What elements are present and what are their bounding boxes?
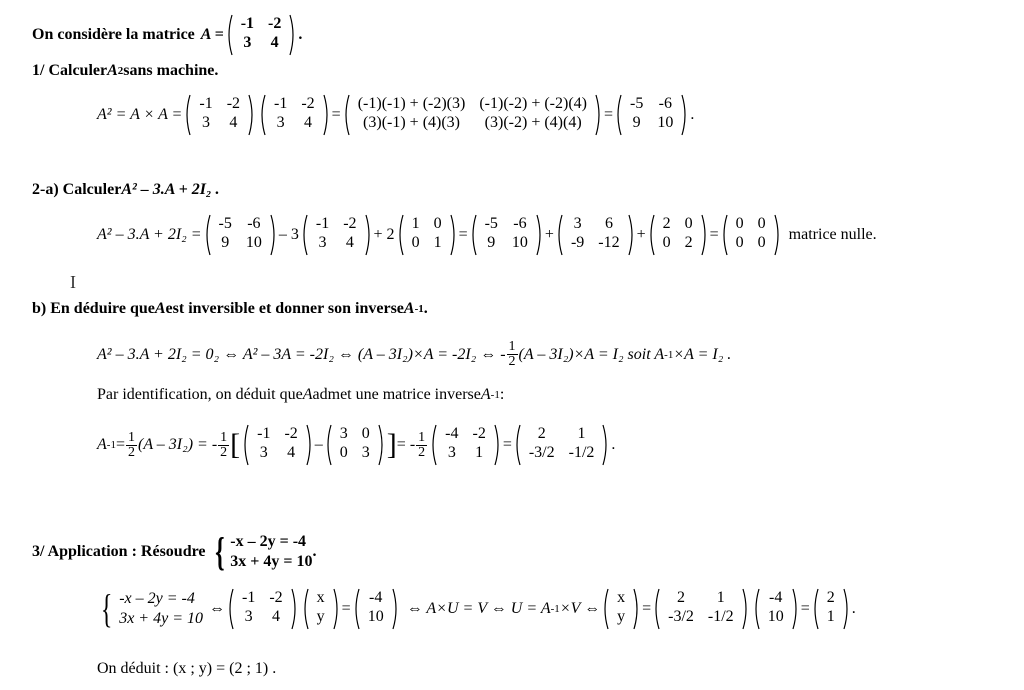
right-paren — [774, 214, 781, 256]
matrix-cell: 0 — [339, 443, 348, 461]
matrix-grid — [211, 214, 270, 256]
matrix-cell: -5 — [630, 94, 644, 112]
system-eq-1: -x – 2y = -4 — [230, 533, 307, 550]
numerator: 1 — [418, 429, 426, 445]
statement-text: On considère la matrice — [32, 26, 195, 43]
right-paren — [681, 94, 688, 136]
matrix-cell: 4 — [287, 443, 296, 461]
matrix-cell: -2 — [284, 424, 298, 442]
q2b-inverse-symbol: A — [403, 300, 415, 317]
conclusion-text: On déduit : (x ; y) = (2 ; 1) . — [97, 660, 277, 677]
matrix-cell: 9 — [632, 113, 641, 131]
matrix-cell: 3 — [243, 33, 252, 51]
matrix-cell: 0 — [662, 233, 671, 251]
q2b-eq1-text-b: (A – 3I₂)×A = I₂ soit A — [518, 345, 665, 363]
left-paren — [353, 588, 360, 630]
period: . — [611, 436, 616, 453]
q1-title-text: 1/ Calculer — [32, 62, 108, 79]
right-paren — [289, 14, 296, 56]
matrix-cell: 0 — [433, 214, 442, 232]
matrix-grid — [563, 214, 628, 256]
matrix-cell: 4 — [229, 113, 238, 131]
right-paren — [701, 214, 708, 256]
left-paren — [470, 214, 477, 256]
left-paren — [648, 214, 655, 256]
equals-sign: = — [458, 226, 468, 243]
matrix-grid — [622, 94, 681, 136]
ident-text-b: admet une matrice inverse — [312, 386, 481, 403]
q1-square: 2 — [117, 65, 124, 77]
system-eq-2: 3x + 4y = 10 — [230, 553, 313, 570]
matrix-cell: 0 — [757, 233, 766, 251]
matrix-cell: 3 — [276, 113, 285, 131]
matrix-cell: 9 — [221, 233, 230, 251]
right-paren — [792, 588, 799, 630]
question-1-title — [32, 62, 218, 80]
equals-sign: = — [603, 106, 614, 123]
numerator: 1 — [508, 339, 516, 354]
q1-title-end: sans machine. — [123, 62, 219, 79]
left-paren — [227, 588, 234, 630]
matrix-cell: 2 — [677, 588, 686, 606]
minus-sign: – — [314, 436, 323, 453]
q3-solution-matrix — [812, 588, 850, 630]
left-paren — [325, 424, 332, 466]
matrix-cell: 3 — [361, 443, 370, 461]
q2b-equation-1 — [97, 340, 731, 369]
q2a-title-text: 2-a) Calculer — [32, 181, 122, 198]
right-paren — [365, 214, 372, 256]
matrix-cell: 3 — [318, 233, 327, 251]
equals-sign: = — [709, 226, 719, 243]
q3-inverse-matrix — [653, 588, 749, 630]
denominator: 2 — [508, 354, 516, 369]
matrix-grid — [360, 588, 392, 630]
q2b-title-a: b) En déduire que — [32, 300, 155, 317]
matrix-grid — [308, 214, 365, 256]
left-paren — [430, 424, 437, 466]
matrix-cell: -2 — [268, 14, 282, 32]
q2a-tail-text: matrice nulle. — [788, 226, 877, 243]
right-paren — [633, 588, 640, 630]
matrix-cell: 2 — [826, 588, 835, 606]
matrix-cell: 4 — [345, 233, 354, 251]
q1-matrix-a1 — [184, 94, 255, 136]
period: . — [298, 26, 303, 43]
fraction-half — [218, 431, 229, 460]
right-paren — [843, 588, 850, 630]
left-paren — [753, 588, 760, 630]
matrix-cell: -2 — [226, 94, 241, 112]
matrix-cell: -2 — [343, 214, 357, 232]
matrix-a-label: A = — [200, 26, 224, 43]
denominator: 2 — [418, 444, 426, 460]
matrix-cell: -2 — [301, 94, 315, 112]
q1-result-matrix — [615, 94, 688, 136]
equals-minus: = - — [396, 436, 416, 453]
superscript: -1 — [106, 439, 116, 451]
matrix-cell: -1/2 — [568, 443, 595, 461]
matrix-cell: 1 — [433, 233, 442, 251]
matrix-grid — [655, 214, 701, 256]
q3-title-text: 3/ Application : Résoudre — [32, 543, 206, 560]
matrix-cell: (-1)(-2) + (-2)(4) — [479, 94, 587, 112]
matrix-cell: 4 — [270, 33, 279, 51]
q3-system — [230, 532, 312, 572]
equivalence-sign: ⇔ — [209, 600, 225, 617]
left-paren — [184, 94, 191, 136]
q2b-matrix-2 — [325, 424, 385, 466]
matrix-grid — [660, 588, 742, 630]
q3-matrix-x — [302, 588, 340, 630]
q2b-inverse-equation — [97, 424, 615, 466]
q2a-matrix-1 — [204, 214, 277, 256]
matrix-cell: -2 — [472, 424, 486, 442]
matrix-grid — [728, 214, 774, 256]
matrix-cell: (3)(-2) + (4)(4) — [484, 113, 582, 131]
matrix-cell: -6 — [513, 214, 527, 232]
q2b-title-b: est inversible et donner son inverse — [165, 300, 404, 317]
matrix-cell: 1 — [716, 588, 725, 606]
left-paren — [812, 588, 819, 630]
matrix-grid — [477, 214, 536, 256]
period: . — [312, 543, 317, 560]
q3-matrix-a — [227, 588, 298, 630]
matrix-cell: 10 — [245, 233, 262, 251]
q2b-inverse-matrix — [514, 424, 610, 466]
system-eq-1: -x – 2y = -4 — [119, 590, 195, 607]
matrix-cell: 10 — [767, 607, 784, 625]
matrix-cell: 0 — [757, 214, 766, 232]
matrix-cell: -5 — [218, 214, 232, 232]
plus-sign: + — [636, 226, 646, 243]
q3-matrix-v — [353, 588, 399, 630]
q2b-eq1-text-a: A² – 3.A + 2I₂ = 0₂ ⇔ A² – 3A = -2I₂ ⇔ (A – 3I₂)×A = -2I₂ ⇔ - — [97, 345, 506, 363]
matrix-grid — [521, 424, 603, 466]
matrix-cell: -5 — [484, 214, 498, 232]
denominator: 2 — [220, 444, 228, 460]
left-paren — [556, 214, 563, 256]
right-paren — [450, 214, 457, 256]
matrix-cell: 10 — [657, 113, 674, 131]
matrix-cell: -2 — [269, 588, 283, 606]
left-paren — [204, 214, 211, 256]
matrix-cell: -1 — [242, 588, 256, 606]
q2b-identification — [97, 386, 504, 404]
matrix-cell: 10 — [511, 233, 528, 251]
period: . — [690, 106, 695, 123]
q2a-equation — [97, 214, 877, 256]
matrix-cell: -4 — [769, 588, 783, 606]
q3-system-2 — [119, 589, 203, 629]
matrix-cell: 0 — [411, 233, 420, 251]
fraction-half — [507, 340, 518, 369]
matrix-cell: 1 — [475, 443, 484, 461]
fraction-half — [126, 431, 137, 460]
q2a-matrix-2 — [301, 214, 372, 256]
matrix-cell: y — [617, 607, 626, 625]
matrix-cell: 10 — [367, 607, 384, 625]
matrix-grid — [234, 588, 291, 630]
right-paren — [628, 214, 635, 256]
left-paren — [259, 94, 266, 136]
matrix-cell: 3 — [244, 607, 253, 625]
matrix-cell: 0 — [361, 424, 370, 442]
matrix-grid — [266, 94, 323, 136]
q3-equation — [97, 588, 856, 630]
question-2b-title — [32, 300, 428, 318]
matrix-grid — [233, 14, 290, 56]
q2a-lhs: A² – 3.A + 2I₂ = — [97, 226, 202, 243]
q3-matrix-v2 — [753, 588, 799, 630]
superscript: -1 — [664, 348, 674, 361]
matrix-cell: (3)(-1) + (4)(3) — [363, 113, 461, 131]
matrix-cell: 2 — [684, 233, 693, 251]
matrix-grid — [819, 588, 843, 630]
q1-lhs: A² = A × A = — [97, 106, 183, 123]
q1-expanded-matrix — [343, 94, 602, 136]
q1-matrix-a2 — [259, 94, 330, 136]
matrix-grid — [332, 424, 378, 466]
question-2a-title — [32, 181, 220, 199]
matrix-grid — [249, 424, 306, 466]
matrix-cell: 3 — [447, 443, 456, 461]
matrix-cell: -6 — [658, 94, 672, 112]
matrix-cell: x — [617, 588, 626, 606]
matrix-cell: 6 — [604, 214, 613, 232]
matrix-cell: -3/2 — [528, 443, 555, 461]
right-paren — [378, 424, 385, 466]
matrix-cell: 2 — [537, 424, 546, 442]
left-brace: { — [100, 586, 113, 631]
right-paren — [494, 424, 501, 466]
left-paren — [615, 94, 622, 136]
q2b-symbol: A — [154, 300, 166, 317]
right-paren — [602, 424, 609, 466]
left-paren — [397, 214, 404, 256]
matrix-cell: -1 — [315, 214, 330, 232]
inverse-mid: (A – 3I₂) = - — [137, 436, 218, 453]
matrix-grid — [350, 94, 595, 136]
left-bracket: [ — [230, 428, 241, 461]
matrix-grid — [404, 214, 450, 256]
right-paren — [270, 214, 277, 256]
equals-sign: = — [115, 436, 125, 453]
q3-mid-text-2: ×V ⇔ — [559, 600, 601, 617]
numerator: 1 — [220, 429, 228, 445]
left-paren — [721, 214, 728, 256]
matrix-cell: -4 — [445, 424, 459, 442]
matrix-cell: y — [316, 607, 325, 625]
matrix-cell: -1 — [199, 94, 213, 112]
superscript: -1 — [550, 603, 560, 615]
right-paren — [291, 588, 298, 630]
matrix-cell: 0 — [684, 214, 693, 232]
left-paren — [514, 424, 521, 466]
left-brace: { — [214, 529, 225, 574]
right-bracket: ] — [386, 428, 397, 461]
right-paren — [742, 588, 749, 630]
left-paren — [653, 588, 660, 630]
matrix-cell: 3 — [573, 214, 582, 232]
ident-symbol: A — [302, 386, 313, 403]
right-paren — [595, 94, 602, 136]
superscript: -1 — [414, 303, 424, 315]
matrix-grid — [609, 588, 633, 630]
period: . — [851, 600, 856, 617]
inverse-lhs: A — [97, 436, 107, 453]
ident-inverse: A — [480, 386, 491, 403]
right-paren — [248, 94, 255, 136]
matrix-cell: 9 — [487, 233, 496, 251]
q3-matrix-x2 — [602, 588, 640, 630]
question-3-title — [32, 529, 317, 574]
matrix-cell: 1 — [411, 214, 420, 232]
ident-text-a: Par identification, on déduit que — [97, 386, 303, 403]
matrix-cell: -9 — [570, 233, 585, 251]
equals-sign: = — [642, 600, 652, 617]
equals-sign: = — [502, 436, 512, 453]
period: . — [423, 300, 428, 317]
matrix-grid — [437, 424, 494, 466]
q3-conclusion — [97, 660, 276, 678]
denominator: 2 — [127, 444, 135, 460]
q1-equation — [97, 94, 694, 136]
matrix-cell: x — [316, 588, 325, 606]
equals-sign: = — [800, 600, 810, 617]
equals-sign: = — [341, 600, 351, 617]
right-paren — [323, 94, 330, 136]
q2b-matrix-3 — [430, 424, 501, 466]
fraction-half — [416, 431, 427, 460]
q2b-matrix-1 — [242, 424, 313, 466]
text-cursor-icon: I — [70, 272, 76, 292]
matrix-cell: -1 — [257, 424, 271, 442]
system-eq-2: 3x + 4y = 10 — [119, 610, 203, 627]
left-paren — [302, 588, 309, 630]
superscript: -1 — [490, 389, 500, 401]
right-paren — [392, 588, 399, 630]
matrix-cell: 1 — [577, 424, 586, 442]
q2a-matrix-3 — [397, 214, 457, 256]
matrix-grid — [309, 588, 333, 630]
matrix-cell: 4 — [304, 113, 312, 131]
q2a-matrix-6 — [648, 214, 708, 256]
statement-line — [32, 14, 302, 56]
q3-mid-text: ⇔ A×U = V ⇔ U = A — [406, 600, 551, 617]
matrix-cell: -1 — [274, 94, 288, 112]
matrix-cell: -1/2 — [707, 607, 734, 625]
right-paren — [306, 424, 313, 466]
q2a-op-1: – 3 — [278, 226, 299, 243]
matrix-cell: 0 — [735, 214, 744, 232]
equals-sign: = — [331, 106, 341, 123]
matrix-grid — [191, 94, 248, 136]
right-paren — [333, 588, 340, 630]
left-paren — [602, 588, 609, 630]
matrix-cell: 3 — [259, 443, 268, 461]
matrix-cell: 0 — [735, 233, 744, 251]
left-paren — [226, 14, 233, 56]
matrix-cell: 4 — [271, 607, 280, 625]
left-paren — [242, 424, 249, 466]
right-paren — [536, 214, 543, 256]
q2a-matrix-7 — [721, 214, 781, 256]
matrix-cell: 3 — [339, 424, 348, 442]
matrix-cell: -3/2 — [668, 607, 694, 625]
matrix-cell: (-1)(-1) + (-2)(3) — [357, 94, 466, 112]
ident-end: : — [499, 386, 505, 403]
numerator: 1 — [127, 429, 135, 445]
q2a-matrix-5 — [556, 214, 635, 256]
left-paren — [301, 214, 308, 256]
q2a-title-expr: A² – 3.A + 2I₂ . — [121, 181, 220, 198]
matrix-cell: 3 — [202, 113, 211, 131]
q1-symbol: A — [107, 62, 118, 79]
q2a-op-2: + 2 — [373, 226, 395, 243]
matrix-cell: -6 — [247, 214, 261, 232]
matrix-cell: 1 — [826, 607, 835, 625]
matrix-cell: -1 — [240, 14, 255, 32]
matrix-cell: -4 — [369, 588, 383, 606]
matrix-cell: 2 — [662, 214, 671, 232]
plus-sign: + — [544, 226, 554, 243]
matrix-cell: -12 — [598, 233, 620, 251]
q2a-matrix-4 — [470, 214, 543, 256]
matrix-a — [226, 14, 297, 56]
left-paren — [343, 94, 350, 136]
matrix-grid — [760, 588, 792, 630]
q2b-eq1-text-c: ×A = I₂ . — [673, 345, 732, 363]
